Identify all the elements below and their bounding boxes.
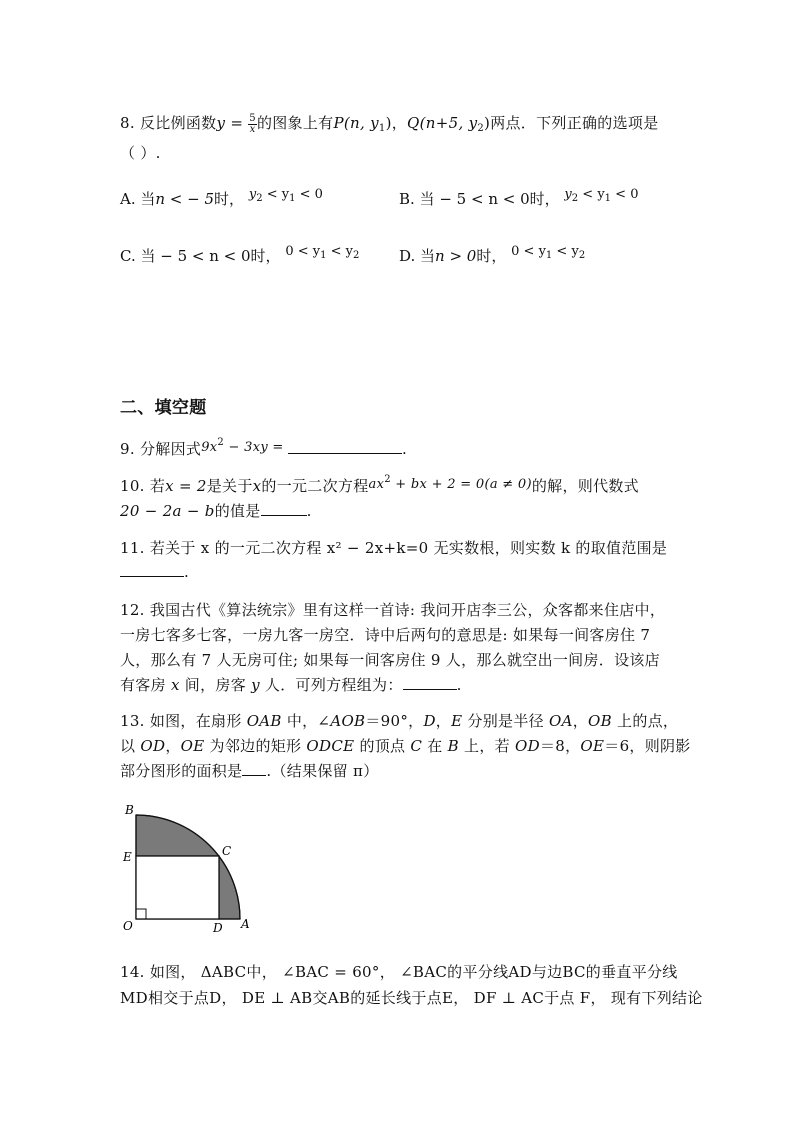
q12-line1: 12. 我国古代《算法统宗》里有这样一首诗: 我问开店李三公，众客都来住店中， — [120, 601, 666, 619]
label-c: C — [222, 844, 232, 858]
answer-blank[interactable] — [261, 501, 307, 516]
q14-line1: 14. 如图， ΔABC中， ∠BAC = 60°， ∠BAC的平分线AD与边BC的垂直平分线 — [120, 963, 678, 981]
rectangle-odce — [136, 856, 219, 919]
q9: 9. 分解因式$9x^2 - 3xy$ = . — [120, 437, 408, 458]
fraction-5-over-x: $\frac{5}{x}$ — [249, 112, 256, 135]
label-e: E — [123, 850, 132, 864]
answer-blank[interactable] — [242, 761, 266, 776]
q8-stem-line2: （ ）. — [120, 144, 161, 162]
q8-option-b: B. 当 − 5 < n < 0时， $y_2 < y_1 < 0$ — [399, 187, 639, 208]
q14-line2: MD相交于点D， DE ⊥ AB交AB的延长线于点E， DF ⊥ AC于点 F， 现有下列结论 — [120, 989, 703, 1007]
q11-line1: 11. 若关于 x 的一元二次方程 x² − 2x+k=0 无实数根，则实数 k 的取值范围是 — [120, 539, 668, 557]
q8-option-c: C. 当 − 5 < n < 0时， $0 < y_1 < y_2$ — [120, 244, 360, 265]
q12-line2: 一房七客多七客，一房九客一房空．诗中后两句的意思是: 如果每一间客房住 7 — [120, 626, 651, 644]
q12-line3: 人，那么有 7 人无房可住; 如果每一间客房住 9 人，那么就空出一间房．设该店 — [120, 651, 660, 669]
q8-stem-line1: 8. 反比例函数y = $\frac{5}{x}$ 的图象上有P(n, $y_1$)，Q(n+5, $y_2$)两点．下列正确的选项是 — [120, 112, 659, 135]
label-d: D — [213, 921, 223, 935]
section-heading-fill-blank: 二、填空题 — [120, 398, 207, 418]
label-a: A — [241, 917, 250, 931]
q13-line3: 部分图形的面积是 .（结果保留 π） — [120, 762, 379, 780]
q13-line2: 以 OD，OE 为邻边的矩形 ODCE 的顶点 C 在 B 上，若 OD＝8，OE＝6，则阴影 — [120, 737, 691, 755]
q8-option-a: A. 当n < − 5时， $y_2 < y_1 < 0$ — [120, 187, 323, 208]
sector-figure — [115, 800, 265, 940]
q10-line2: 20 − 2a − b的值是 . — [120, 502, 312, 520]
q11-line2: . — [120, 562, 189, 581]
q12-line4: 有客房 x 间，房客 y 人．可列方程组为： . — [120, 676, 462, 694]
label-b: B — [125, 803, 134, 817]
q10-line1: 10. 若x = 2是关于x的一元二次方程$ax^2$ + bx + 2 = 0(a ≠ 0)的解，则代数式 — [120, 474, 639, 495]
answer-blank[interactable] — [288, 439, 402, 454]
label-o: O — [123, 919, 133, 933]
q13-line1: 13. 如图，在扇形 OAB 中，∠AOB＝90°，D，E 分别是半径 OA，OB 上的点， — [120, 712, 679, 730]
answer-blank[interactable] — [120, 562, 184, 577]
answer-blank[interactable] — [403, 675, 457, 690]
q8-option-d: D. 当n > 0时， $0 < y_1 < y_2$ — [399, 244, 586, 265]
